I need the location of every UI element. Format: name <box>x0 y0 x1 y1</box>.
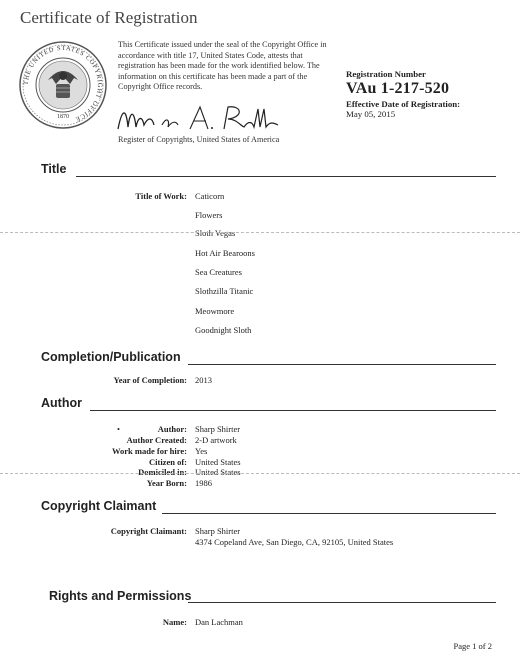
claimant-address: 4374 Copeland Ave, San Diego, CA, 92105, United States <box>195 537 394 547</box>
author-label: Author: <box>157 424 187 434</box>
work-title: Flowers <box>195 210 223 220</box>
rights-section-rule <box>188 602 496 603</box>
work-title: Slothzilla Titanic <box>195 286 254 296</box>
registration-number: VAu 1-217-520 <box>346 80 450 97</box>
domiciled-in-value: United States <box>195 467 241 477</box>
title-section-rule <box>76 176 496 177</box>
register-line: Register of Copyrights, United States of America <box>118 135 280 144</box>
year-born-label: Year Born: <box>146 478 187 488</box>
author-created-label: Author Created: <box>126 435 187 445</box>
registration-number-label: Registration Number <box>346 69 426 79</box>
title-section-heading: Title <box>41 162 67 176</box>
completion-section-heading: Completion/Publication <box>41 350 181 364</box>
work-title: Hot Air Bearoons <box>195 248 255 258</box>
register-signature <box>112 103 282 135</box>
rights-name-label: Name: <box>162 617 187 627</box>
work-title: Sea Creatures <box>195 267 242 277</box>
author-bullet: • <box>117 424 120 434</box>
scan-artifact-line <box>0 473 520 474</box>
claimant-name: Sharp Shirter <box>195 526 241 536</box>
year-of-completion-label: Year of Completion: <box>113 375 187 385</box>
citizen-of-value: United States <box>195 457 241 467</box>
seal-text: THE UNITED STATES COPYRIGHT OFFICE <box>22 44 104 123</box>
domiciled-in-label: Domiciled in: <box>138 467 187 477</box>
copyright-claimant-label: Copyright Claimant: <box>110 526 187 536</box>
work-made-for-hire-value: Yes <box>195 446 208 456</box>
seal-year: 1870 <box>57 114 69 120</box>
year-of-completion: 2013 <box>195 375 212 385</box>
rights-name: Dan Lachman <box>195 617 243 627</box>
effective-date: May 05, 2015 <box>346 109 396 119</box>
claimant-section-heading: Copyright Claimant <box>41 499 157 513</box>
author-section-heading: Author <box>41 396 82 410</box>
completion-section-rule <box>188 364 496 365</box>
claimant-section-rule <box>162 513 496 514</box>
title-of-work-label: Title of Work: <box>135 191 187 201</box>
effective-date-label: Effective Date of Registration: <box>346 99 461 109</box>
author-value: Sharp Shirter <box>195 424 241 434</box>
scan-artifact-line <box>0 232 520 233</box>
work-title: Sloth Vegas <box>195 228 236 238</box>
citizen-of-label: Citizen of: <box>148 457 187 467</box>
rights-section-heading: Rights and Permissions <box>49 589 192 603</box>
page-number: Page 1 of 2 <box>453 641 492 651</box>
intro-text: This Certificate issued under the seal of the Copyright Office in accordance with title 17, United States Code, attests that registration has been made for the work identified below. The information on this certificate has been made a part of the Copyright Office records. <box>118 40 327 92</box>
work-title: Caticorn <box>195 191 225 201</box>
work-title: Goodnight Sloth <box>195 325 252 335</box>
certificate-title: Certificate of Registration <box>20 8 198 27</box>
copyright-office-seal <box>18 40 108 130</box>
year-born-value: 1986 <box>195 478 212 488</box>
work-title: Meowmore <box>195 306 235 316</box>
author-section-rule <box>90 410 496 411</box>
author-created-value: 2-D artwork <box>195 435 237 445</box>
work-made-for-hire-label: Work made for hire: <box>112 446 187 456</box>
